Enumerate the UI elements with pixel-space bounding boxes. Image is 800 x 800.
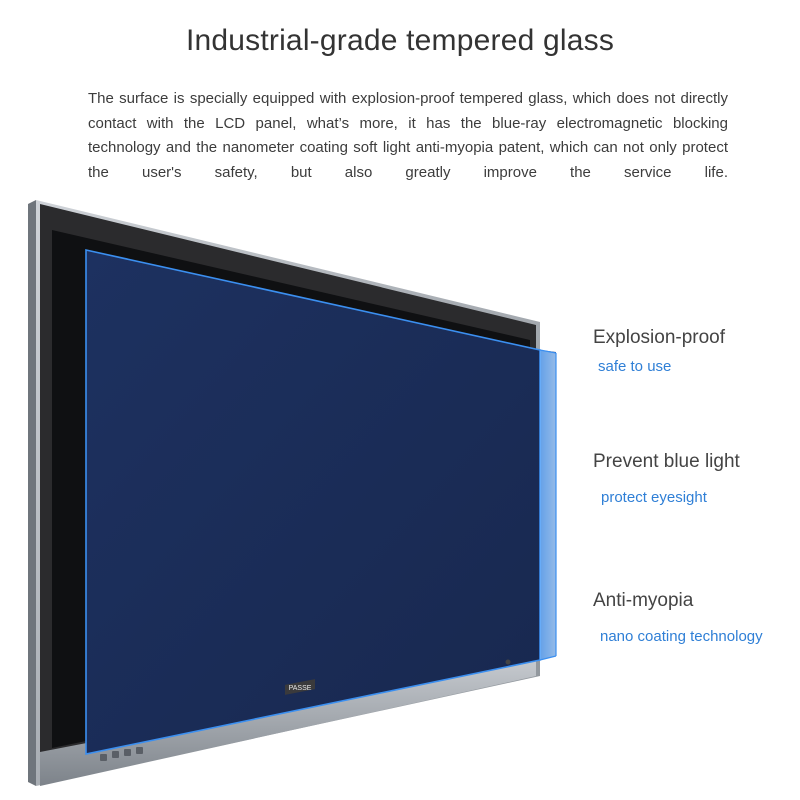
feature-subtitle-prevent-blue-light: protect eyesight	[601, 489, 707, 506]
feature-title-anti-myopia: Anti-myopia	[593, 590, 694, 611]
page-title: Industrial-grade tempered glass	[185, 24, 615, 57]
status-light-icon	[506, 660, 511, 665]
menu-icon	[124, 749, 131, 756]
home-icon	[112, 751, 119, 758]
page-description: The surface is specially equipped with explosion-proof tempered glass, which does not directly contact with the LCD panel, what’s more, it has the blue-ray electromagnetic blocking technology and the nanometer coating soft light anti-myopia patent, which can not only protect the user's safety, but also greatly improve the service life.	[88, 90, 728, 181]
feature-title-prevent-blue-light: Prevent blue light	[593, 451, 740, 472]
feature-subtitle-explosion-proof: safe to use	[598, 358, 672, 375]
feature-subtitle-anti-myopia: nano coating technology	[600, 628, 763, 645]
feature-title-explosion-proof: Explosion-proof	[593, 327, 726, 348]
power-icon	[100, 754, 107, 761]
svg-text:PASSE: PASSE	[288, 685, 312, 692]
